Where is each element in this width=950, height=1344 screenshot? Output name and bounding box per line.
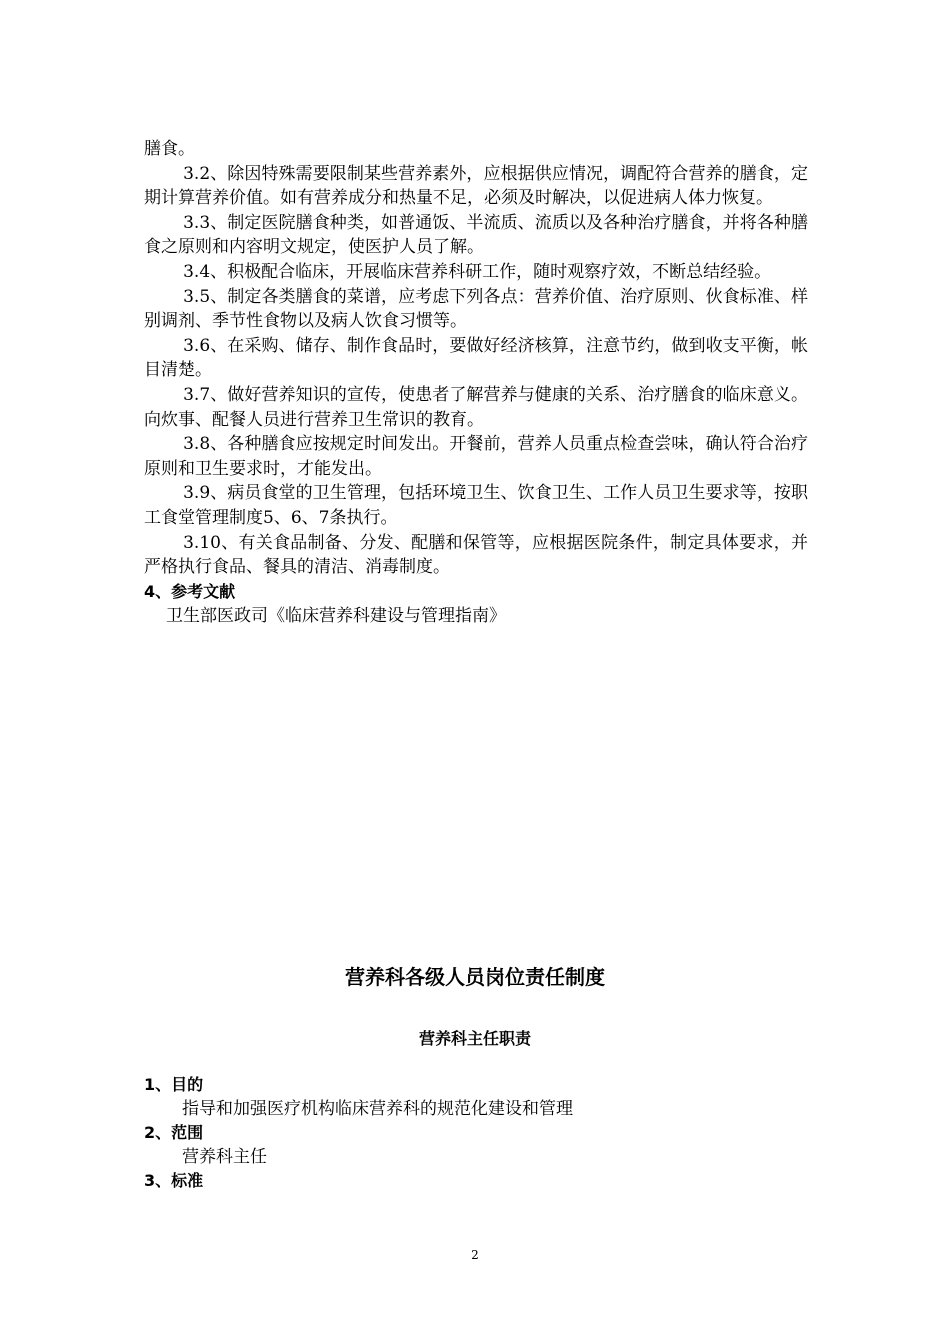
references-heading: 4、参考文献 (144, 581, 236, 601)
paragraph-3-6: 3.6、在采购、储存、制作食品时，要做好经济核算，注意节约，做到收支平衡，帐目清楚。 (144, 335, 808, 381)
paragraph-3-8: 3.8、各种膳食应按规定时间发出。开餐前，营养人员重点检查尝味，确认符合治疗原则和卫生要求时，才能发出。 (144, 434, 808, 479)
standard-heading: 3、标准 (144, 1171, 204, 1190)
section-subtitle: 营养科主任职责 (418, 1029, 531, 1048)
continuation-line: 膳食。 (144, 139, 195, 159)
section-title: 营养科各级人员岗位责任制度 (345, 965, 605, 989)
paragraph-3-10: 3.10、有关食品制备、分发、配膳和保管等，应根据医院条件，制定具体要求，并严格执行食品、餐具的清洁、消毒制度。 (144, 532, 808, 578)
references-text: 卫生部医政司《临床营养科建设与管理指南》 (166, 606, 506, 627)
purpose-heading: 1、目的 (144, 1075, 204, 1094)
paragraph-3-7: 3.7、做好营养知识的宣传，使患者了解营养与健康的关系、治疗膳食的临床意义。向炊事、配餐人员进行营养卫生常识的教育。 (144, 384, 808, 430)
scope-heading: 2、范围 (144, 1123, 204, 1142)
scope-text: 营养科主任 (182, 1147, 267, 1167)
upper-body-text (144, 137, 808, 629)
purpose-text: 指导和加强医疗机构临床营养科的规范化建设和管理 (182, 1099, 573, 1119)
paragraph-3-9: 3.9、病员食堂的卫生管理，包括环境卫生、饮食卫生、工作人员卫生要求等，按职工食堂管理制度5、6、7条执行。 (144, 483, 808, 528)
paragraph-3-4: 3.4、积极配合临床，开展临床营养科研工作，随时观察疗效，不断总结经验。 (183, 261, 772, 282)
page-number: 2 (471, 1248, 479, 1262)
paragraph-3-3: 3.3、制定医院膳食种类，如普通饭、半流质、流质以及各种治疗膳食，并将各种膳食之原则和内容明文规定，使医护人员了解。 (144, 212, 808, 258)
paragraph-3-2: 3.2、除因特殊需要限制某些营养素外，应根据供应情况，调配符合营养的膳食，定期计算营养价值。如有营养成分和热量不足，必须及时解决，以促进病人体力恢复。 (144, 163, 808, 209)
director-duties-block (144, 1073, 808, 1193)
paragraph-3-5: 3.5、制定各类膳食的菜谱，应考虑下列各点：营养价值、治疗原则、伙食标准、样别调剂、季节性食物以及病人饮食习惯等。 (144, 286, 808, 332)
